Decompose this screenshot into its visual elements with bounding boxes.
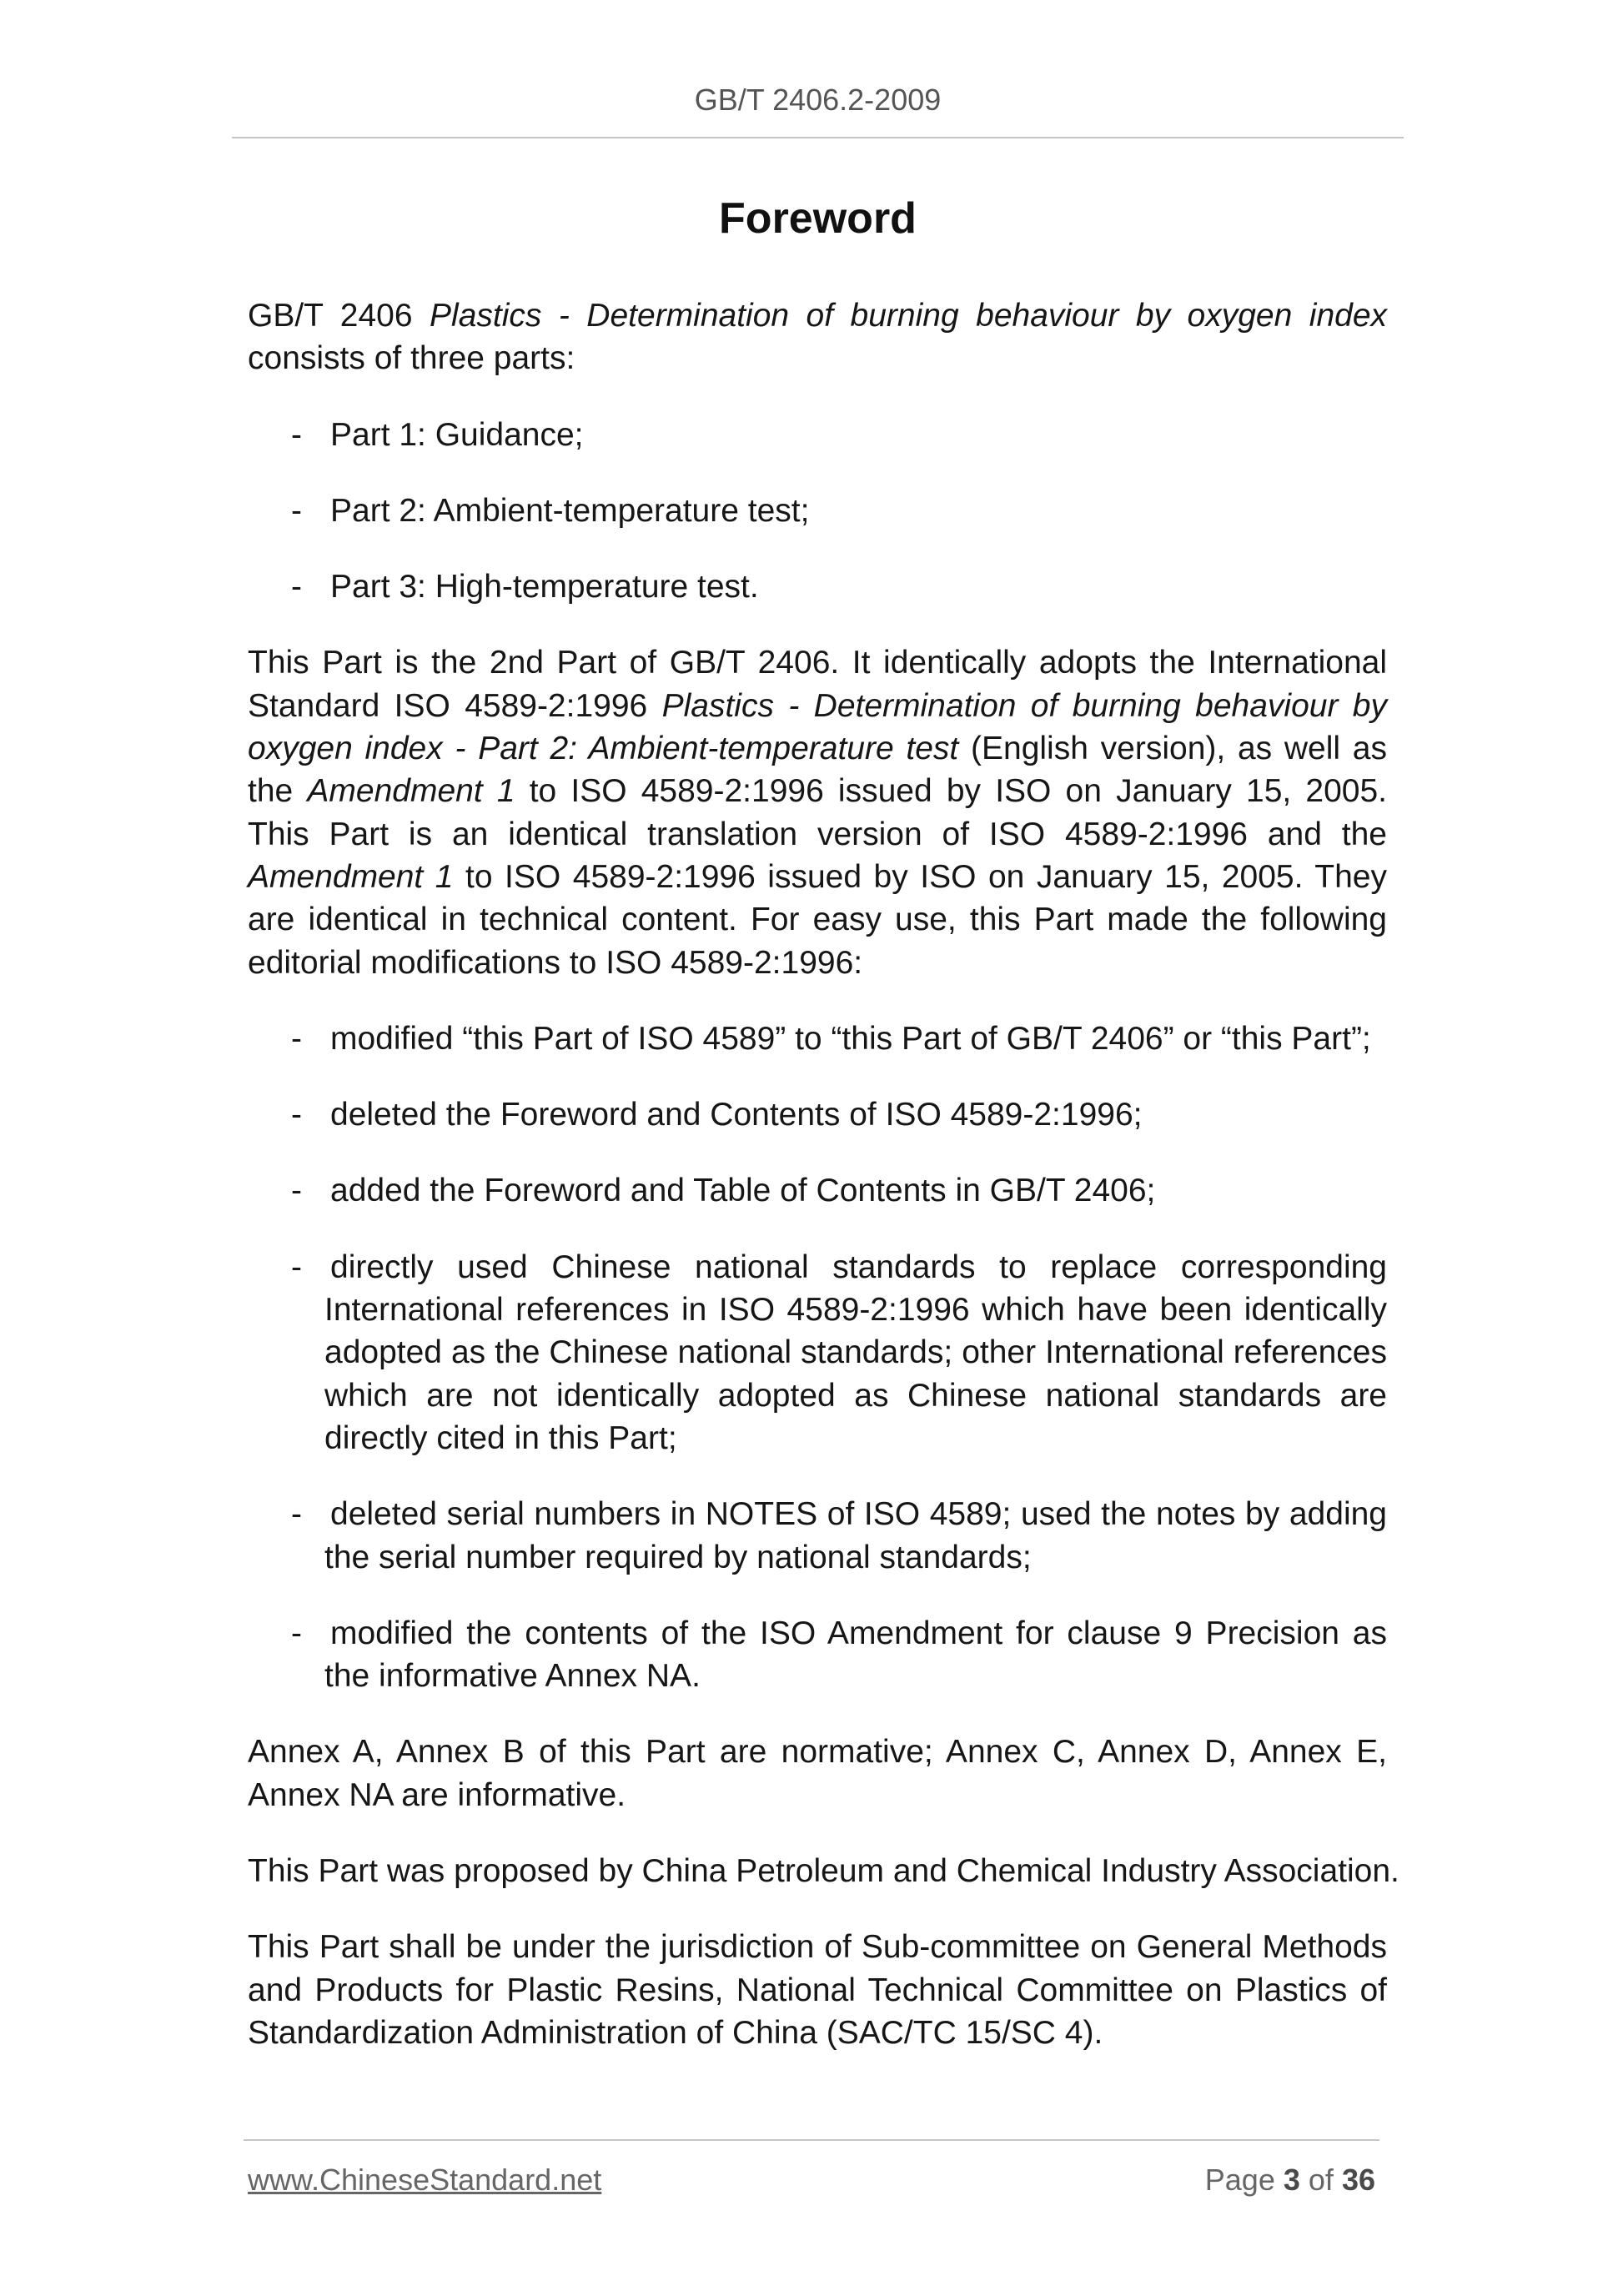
adoption-paragraph bbox=[248, 641, 1387, 983]
jurisdiction-paragraph: This Part shall be under the jurisdiction of Sub-committee on General Methods and Products for Plastic Resins, National Technical Committee on Plastics of Standardization Administration of China (SAC/TC 15/SC 4). bbox=[248, 1929, 1387, 2051]
bullet-marker: - bbox=[291, 492, 302, 529]
header-doc-number: GB/T 2406.2-2009 bbox=[694, 83, 942, 117]
bullet-marker: - bbox=[291, 416, 302, 453]
bullet-marker: - bbox=[291, 1496, 302, 1533]
bullet-marker: - bbox=[291, 569, 302, 605]
annex-paragraph: Annex A, Annex B of this Part are normative; Annex C, Annex D, Annex E, Annex NA are informative. bbox=[248, 1734, 1387, 1813]
footer-divider bbox=[244, 2139, 1379, 2141]
list-item bbox=[248, 1612, 1387, 1698]
modification-item-3: added the Foreword and Table of Contents in GB/T 2406; bbox=[330, 1173, 1156, 1209]
list-item bbox=[248, 565, 1387, 608]
bullet-marker: - bbox=[291, 1248, 302, 1285]
intro-standard-title: Plastics - Determination of burning behaviour by oxygen index bbox=[430, 298, 1388, 334]
part-item-3: Part 3: High-temperature test. bbox=[330, 569, 759, 605]
header-divider bbox=[232, 137, 1404, 138]
website-link[interactable]: www.ChineseStandard.net bbox=[248, 2163, 602, 2197]
list-item bbox=[248, 1493, 1387, 1579]
amendment-reference: Amendment 1 bbox=[248, 858, 454, 895]
list-item bbox=[248, 1246, 1387, 1459]
modification-item-4: directly used Chinese national standards to replace corresponding International references in ISO 4589-2:1996 which have been identically adopted as the Chinese national standards; other International references which are not identically adopted as Chinese national standards are directly cited in this Part; bbox=[324, 1248, 1387, 1456]
footer bbox=[248, 2162, 1375, 2198]
page-label: Page bbox=[1204, 2163, 1275, 2197]
modification-item-5: deleted serial numbers in NOTES of ISO 4589; used the notes by adding the serial number required by national standards; bbox=[324, 1496, 1387, 1575]
iso-standard-title: Plastics - Determination of burning behaviour by oxygen index - Part 2: Ambient-temperature test bbox=[248, 687, 1387, 767]
adoption-text: to ISO 4589-2:1996 issued by ISO on January 15, 2005. They are identical in technical content. For easy use, this Part made the following editorial modifications to ISO 4589-2:1996: bbox=[248, 858, 1387, 981]
page-number: 3 bbox=[1283, 2163, 1300, 2197]
foreword-body bbox=[248, 294, 1399, 2088]
amendment-reference: Amendment 1 bbox=[307, 773, 515, 810]
adoption-text: (English version), as well as the bbox=[248, 731, 1388, 810]
page-total: 36 bbox=[1341, 2163, 1375, 2197]
part-item-1: Part 1: Guidance; bbox=[330, 416, 584, 453]
page-title: Foreword bbox=[719, 194, 917, 243]
list-item bbox=[248, 1093, 1387, 1136]
bullet-marker: - bbox=[291, 1173, 302, 1209]
page-indicator bbox=[1205, 2162, 1375, 2198]
list-item bbox=[248, 1017, 1387, 1060]
part-item-2: Part 2: Ambient-temperature test; bbox=[330, 492, 810, 529]
modification-item-2: deleted the Foreword and Contents of ISO 4589-2:1996; bbox=[330, 1097, 1143, 1133]
list-item bbox=[248, 1169, 1387, 1212]
list-item bbox=[248, 414, 1387, 456]
bullet-marker: - bbox=[291, 1097, 302, 1133]
bullet-marker: - bbox=[291, 1020, 302, 1057]
intro-lead: GB/T 2406 bbox=[248, 298, 430, 334]
bullet-marker: - bbox=[291, 1615, 302, 1651]
adoption-text: This Part is the 2nd Part of GB/T 2406. It identically adopts the International Standard ISO 4589-2:1996 bbox=[248, 645, 1387, 724]
intro-paragraph bbox=[248, 294, 1387, 380]
intro-tail: consists of three parts: bbox=[248, 340, 575, 377]
proposed-by-paragraph: This Part was proposed by China Petroleum and Chemical Industry Association. bbox=[248, 1853, 1399, 1890]
modification-item-1: modified “this Part of ISO 4589” to “this Part of GB/T 2406” or “this Part”; bbox=[330, 1020, 1371, 1057]
modification-item-6: modified the contents of the ISO Amendment for clause 9 Precision as the informative Annex NA. bbox=[324, 1615, 1387, 1695]
adoption-text: to ISO 4589-2:1996 issued by ISO on January 15, 2005. This Part is an identical translation version of ISO 4589-2:1996 and the bbox=[248, 773, 1387, 852]
list-item bbox=[248, 490, 1387, 532]
page-of-label: of bbox=[1308, 2163, 1334, 2197]
